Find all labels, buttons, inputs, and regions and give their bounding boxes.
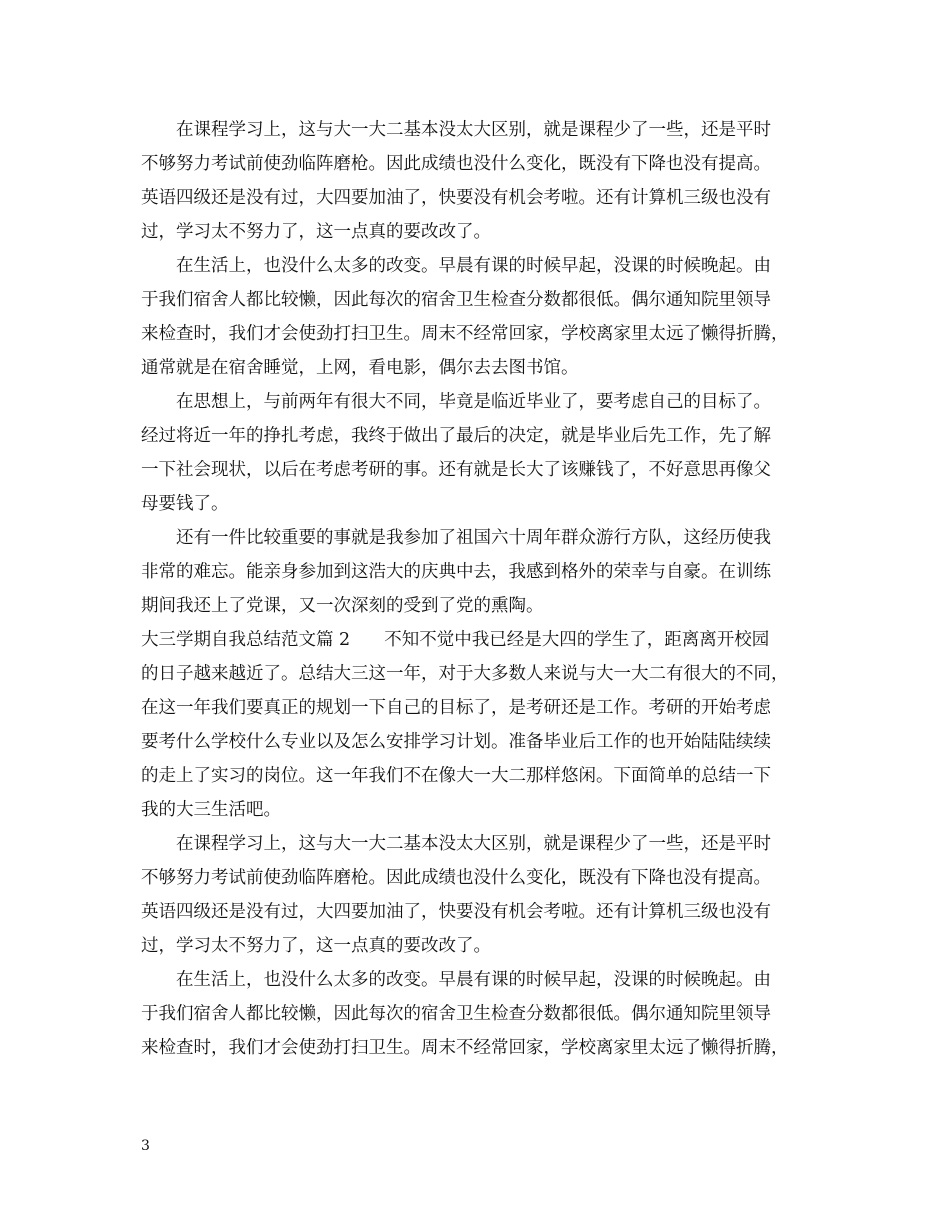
text-line: 的走上了实习的岗位。这一年我们不在像大一大二那样悠闲。下面简单的总结一下 bbox=[141, 766, 771, 786]
text-line: 在思想上，与前两年有很大不同，毕竟是临近毕业了，要考虑自己的目标了。 bbox=[141, 392, 771, 412]
text-line: 过，学习太不努力了，这一点真的要改改了。 bbox=[141, 222, 491, 242]
text-line: 在课程学习上，这与大一大二基本没太大区别，就是课程少了一些，还是平时 bbox=[141, 834, 771, 854]
text-line: 通常就是在宿舍睡觉，上网，看电影，偶尔去去图书馆。 bbox=[141, 358, 579, 378]
page-number: 3 bbox=[141, 1138, 150, 1154]
text-line: 非常的难忘。能亲身参加到这浩大的庆典中去，我感到格外的荣幸与自豪。在训练 bbox=[141, 562, 771, 582]
section-heading-line bbox=[141, 623, 769, 657]
text-line: 在这一年我们要真正的规划一下自己的目标了，是考研还是工作。考研的开始考虑 bbox=[141, 698, 771, 718]
text-line: 的日子越来越近了。总结大三这一年，对于大多数人来说与大一大二有很大的不同， bbox=[141, 664, 789, 684]
text-line: 于我们宿舍人都比较懒，因此每次的宿舍卫生检查分数都很低。偶尔通知院里领导 bbox=[141, 1004, 771, 1024]
text-line: 英语四级还是没有过，大四要加油了，快要没有机会考啦。还有计算机三级也没有 bbox=[141, 902, 771, 922]
text-line: 不够努力考试前使劲临阵磨枪。因此成绩也没什么变化，既没有下降也没有提高。 bbox=[141, 154, 771, 174]
text-line: 经过将近一年的挣扎考虑，我终于做出了最后的决定，就是毕业后先工作，先了解 bbox=[141, 426, 771, 446]
text-line: 英语四级还是没有过，大四要加油了，快要没有机会考啦。还有计算机三级也没有 bbox=[141, 188, 771, 208]
text-line: 来检查时，我们才会使劲打扫卫生。周末不经常回家，学校离家里太远了懒得折腾， bbox=[141, 1038, 789, 1058]
text-line: 我的大三生活吧。 bbox=[141, 800, 281, 820]
text-line: 于我们宿舍人都比较懒，因此每次的宿舍卫生检查分数都很低。偶尔通知院里领导 bbox=[141, 290, 771, 310]
text-line: 期间我还上了党课，又一次深刻的受到了党的熏陶。 bbox=[141, 596, 544, 616]
text-line: 母要钱了。 bbox=[141, 494, 229, 514]
text-line: 不够努力考试前使劲临阵磨枪。因此成绩也没什么变化，既没有下降也没有提高。 bbox=[141, 868, 771, 888]
text-line: 过，学习太不努力了，这一点真的要改改了。 bbox=[141, 936, 491, 956]
section-heading: 大三学期自我总结范文篇 2 bbox=[141, 630, 351, 650]
section-first-sentence: 不知不觉中我已经是大四的学生了，距离离开校园 bbox=[384, 630, 770, 650]
text-line: 还有一件比较重要的事就是我参加了祖国六十周年群众游行方队，这经历使我 bbox=[141, 528, 771, 548]
text-line: 在生活上，也没什么太多的改变。早晨有课的时候早起，没课的时候晚起。由 bbox=[141, 256, 771, 276]
text-line: 要考什么学校什么专业以及怎么安排学习计划。准备毕业后工作的也开始陆陆续续 bbox=[141, 732, 771, 752]
text-line: 来检查时，我们才会使劲打扫卫生。周末不经常回家，学校离家里太远了懒得折腾， bbox=[141, 324, 789, 344]
text-line: 在课程学习上，这与大一大二基本没太大区别，就是课程少了一些，还是平时 bbox=[141, 120, 771, 140]
text-line: 在生活上，也没什么太多的改变。早晨有课的时候早起，没课的时候晚起。由 bbox=[141, 970, 771, 990]
text-line: 一下社会现状，以后在考虑考研的事。还有就是长大了该赚钱了，不好意思再像父 bbox=[141, 460, 771, 480]
